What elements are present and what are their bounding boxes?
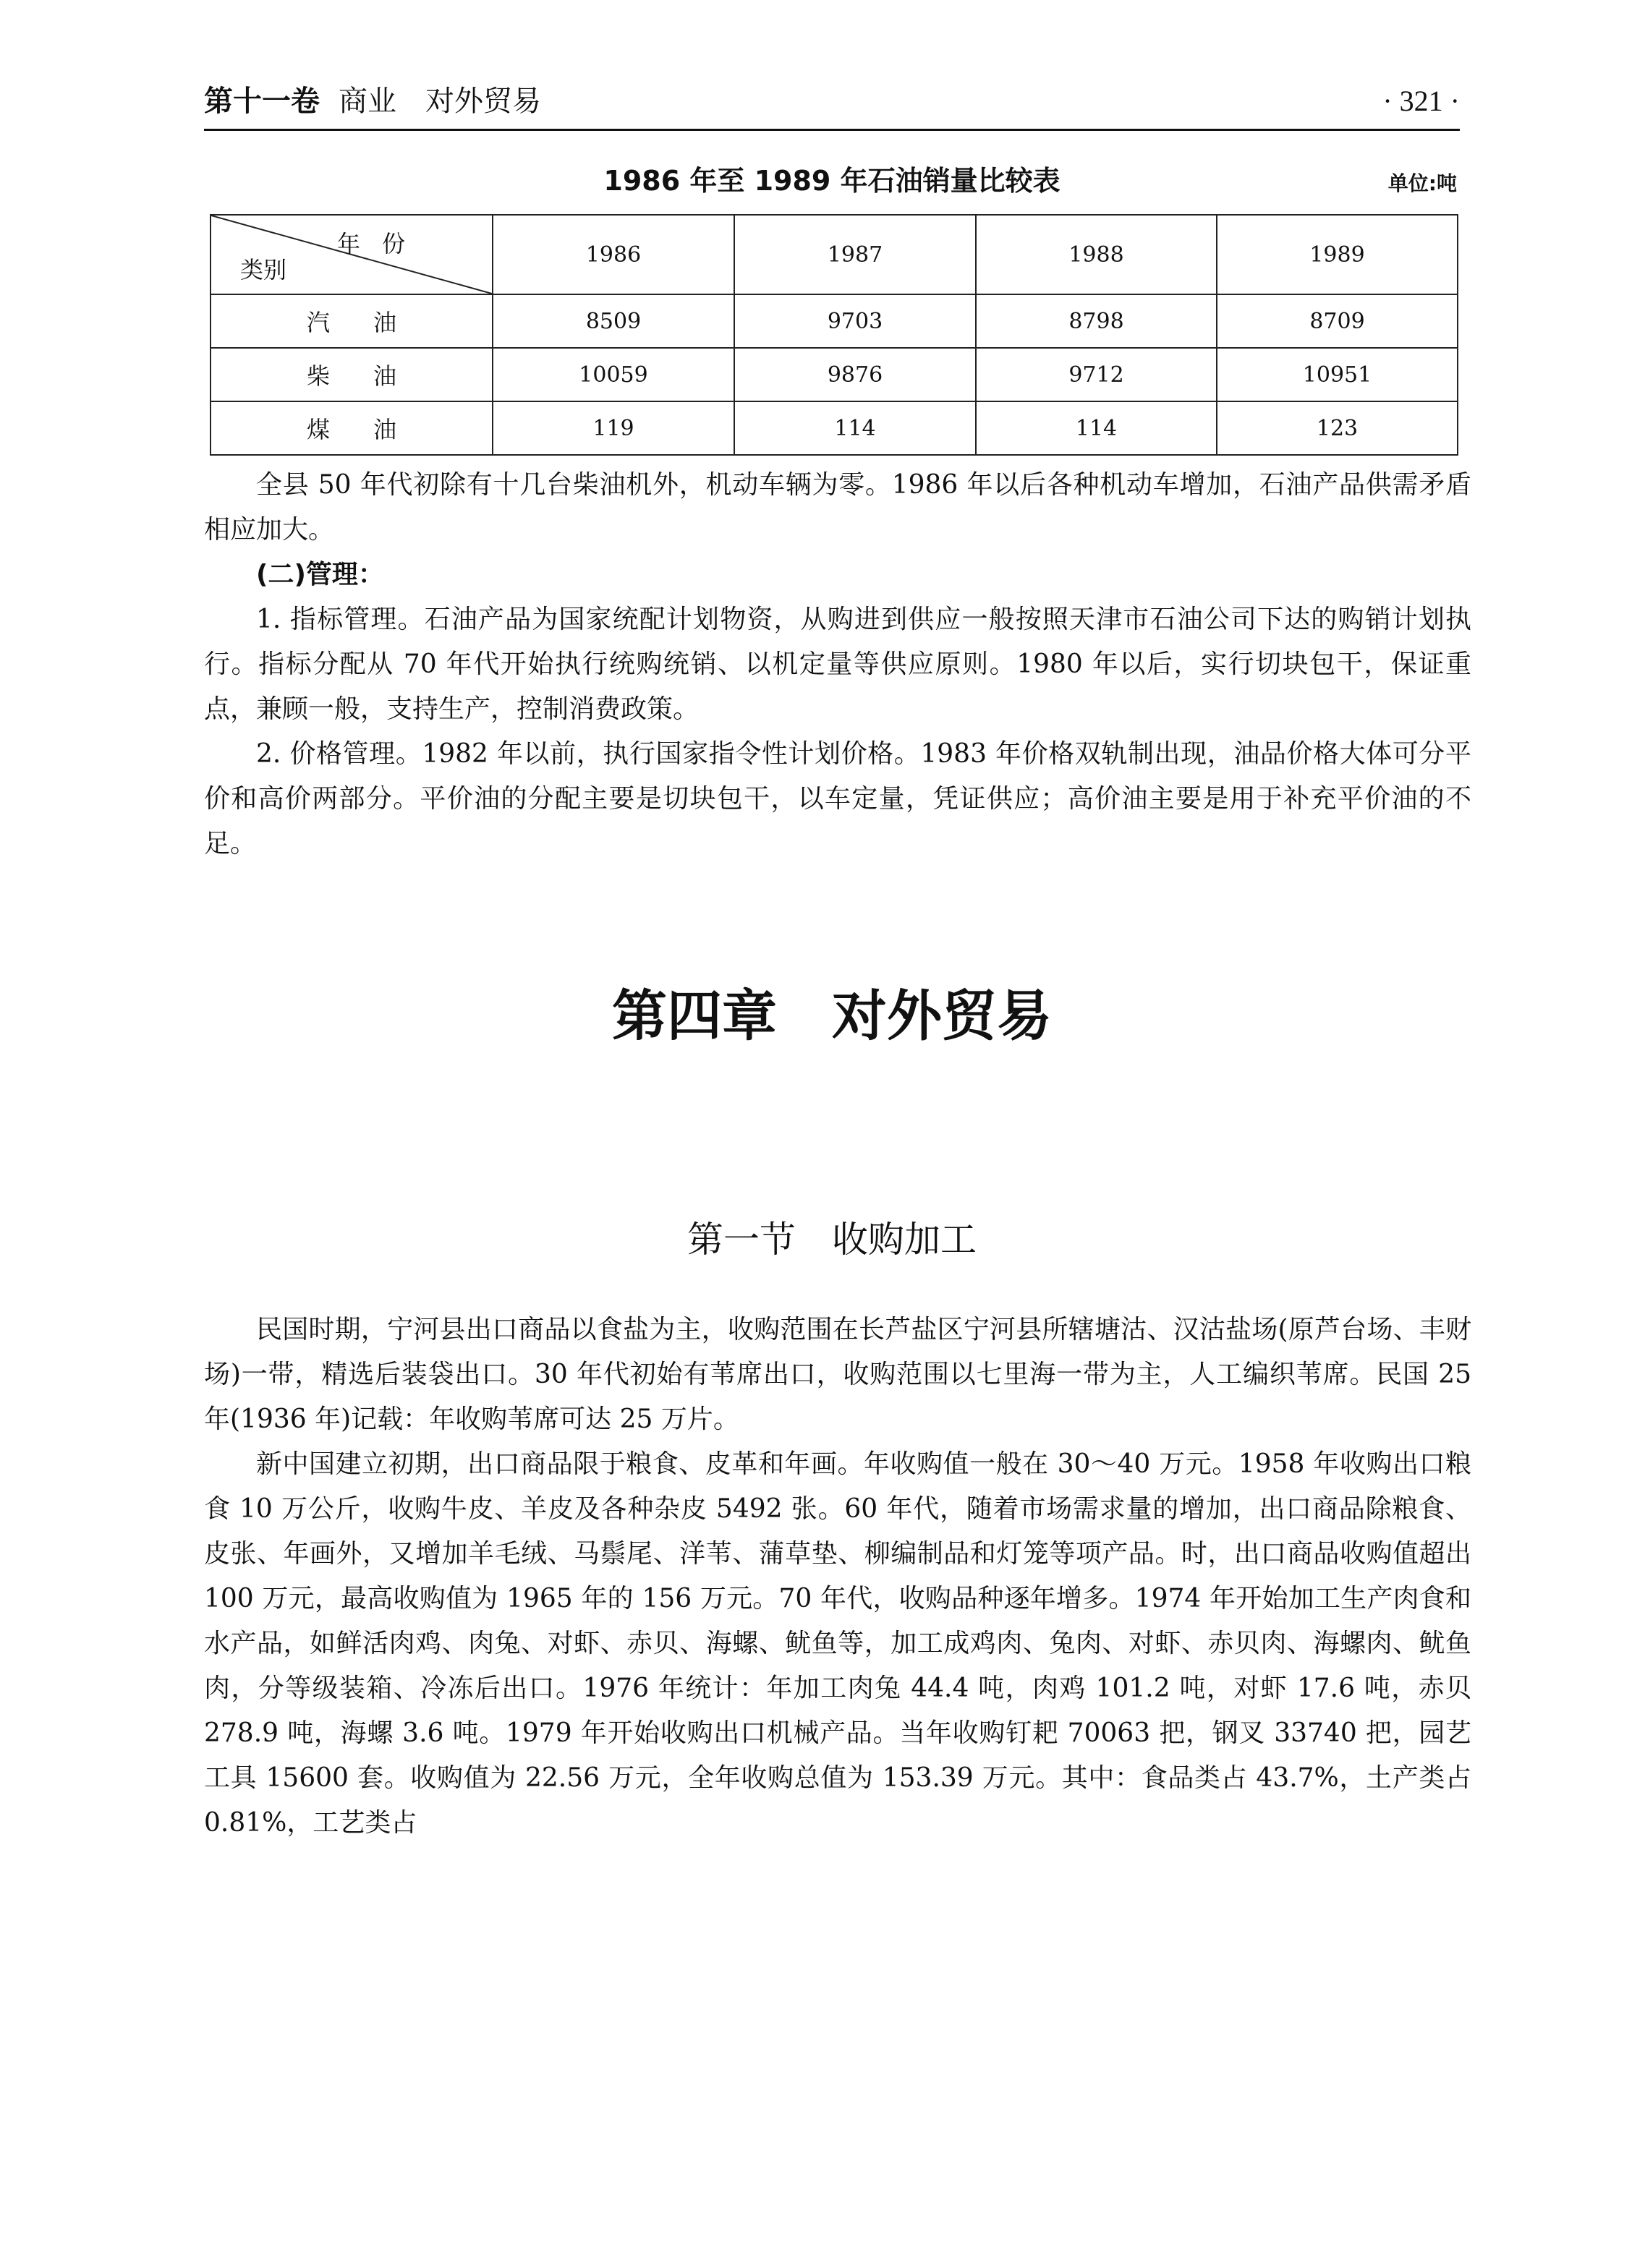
table-row xyxy=(211,294,1458,348)
year-header: 1989 xyxy=(1217,215,1458,294)
table-unit: 单位:吨 xyxy=(1387,171,1457,195)
table-cell: 8709 xyxy=(1217,294,1458,348)
year-header: 1987 xyxy=(734,215,976,294)
paragraph: 新中国建立初期，出口商品限于粮食、皮革和年画。年收购值一般在 30～40 万元。1958 年收购出口粮食 10 万公斤，收购牛皮、羊皮及各种杂皮 5492 张。60 年代，随着市场需求量的增加，出口商品除粮食、皮张、年画外，又增加羊毛绒、马鬃尾、洋苇、蒲草垫、柳编制品和灯笼等项产品。时，出口商品收购值超出 100 万元，最高收购值为 1965 年的 156 万元。70 年代，收购品种逐年增多。1974 年开始加工生产肉食和水产品，如鲜活肉鸡、肉兔、对虾、赤贝、海螺、鱿鱼等，加工成鸡肉、兔肉、对虾、赤贝肉、海螺肉、鱿鱼肉，分等级装箱、冷冻后出口。1976 年统计：年加工肉兔 44.4 吨，肉鸡 101.2 吨，对虾 17.6 吨，赤贝 278.9 吨，海螺 3.6 吨。1979 年开始收购出口机械产品。当年收购钉耙 70063 把，钢叉 33740 把，园艺工具 15600 套。收购值为 22.56 万元，全年收购总值为 153.39 万元。其中：食品类占 43.7%，土产类占 0.81%，工艺类占 xyxy=(204,1449,1471,1838)
chapter-title: 第四章 对外贸易 xyxy=(612,984,1052,1048)
year-header: 1988 xyxy=(976,215,1217,294)
body-text-bottom xyxy=(204,1308,1471,1846)
table-cell: 8798 xyxy=(976,294,1217,348)
table-corner-cell xyxy=(211,215,493,294)
table-cell: 114 xyxy=(734,401,976,455)
section-label: 商业 对外贸易 xyxy=(339,85,541,118)
section-title: 第一节 收购加工 xyxy=(687,1219,977,1261)
header-rule xyxy=(204,129,1460,131)
table-row xyxy=(211,348,1458,401)
paragraph: 全县 50 年代初除有十几台柴油机外，机动车辆为零。1986 年以后各种机动车增加，石油产品供需矛盾相应加大。 xyxy=(204,470,1471,545)
subsection-heading: (二)管理： xyxy=(256,560,384,589)
table-title: 1986 年至 1989 年石油销量比较表 xyxy=(603,165,1060,197)
running-header xyxy=(204,78,1460,124)
table-cell: 10951 xyxy=(1217,348,1458,401)
page-number: · 321 · xyxy=(1382,85,1460,117)
volume-label: 第十一卷 xyxy=(204,85,320,118)
row-label: 柴油 xyxy=(211,348,493,401)
paragraph: 民国时期，宁河县出口商品以食盐为主，收购范围在长芦盐区宁河县所辖塘沽、汉沽盐场(原芦台场、丰财场)一带，精选后装袋出口。30 年代初始有苇席出口，收购范围以七里海一带为主，人工编织苇席。民国 25 年(1936 年)记载：年收购苇席可达 25 万片。 xyxy=(204,1315,1471,1434)
table-cell: 9712 xyxy=(976,348,1217,401)
table-cell: 8509 xyxy=(493,294,734,348)
row-label: 汽油 xyxy=(211,294,493,348)
table-row xyxy=(211,401,1458,455)
table-cell: 9876 xyxy=(734,348,976,401)
table-header-row xyxy=(211,215,1458,294)
oil-sales-table xyxy=(210,214,1458,456)
table-cell: 119 xyxy=(493,401,734,455)
table-cell: 10059 xyxy=(493,348,734,401)
row-label: 煤油 xyxy=(211,401,493,455)
body-text-top xyxy=(204,463,1471,866)
year-header: 1986 xyxy=(493,215,734,294)
corner-year-label: 年份 xyxy=(336,230,427,257)
table-cell: 114 xyxy=(976,401,1217,455)
paragraph: 1. 指标管理。石油产品为国家统配计划物资，从购进到供应一般按照天津市石油公司下达的购销计划执行。指标分配从 70 年代开始执行统购统销、以机定量等供应原则。1980 年以后，实行切块包干，保证重点，兼顾一般，支持生产，控制消费政策。 xyxy=(204,605,1471,724)
table-cell: 9703 xyxy=(734,294,976,348)
paragraph: 2. 价格管理。1982 年以前，执行国家指令性计划价格。1983 年价格双轨制出现，油品价格大体可分平价和高价两部分。平价油的分配主要是切块包干，以车定量，凭证供应；高价油主要是用于补充平价油的不足。 xyxy=(204,739,1471,858)
table-cell: 123 xyxy=(1217,401,1458,455)
corner-category-label: 类别 xyxy=(240,256,287,284)
